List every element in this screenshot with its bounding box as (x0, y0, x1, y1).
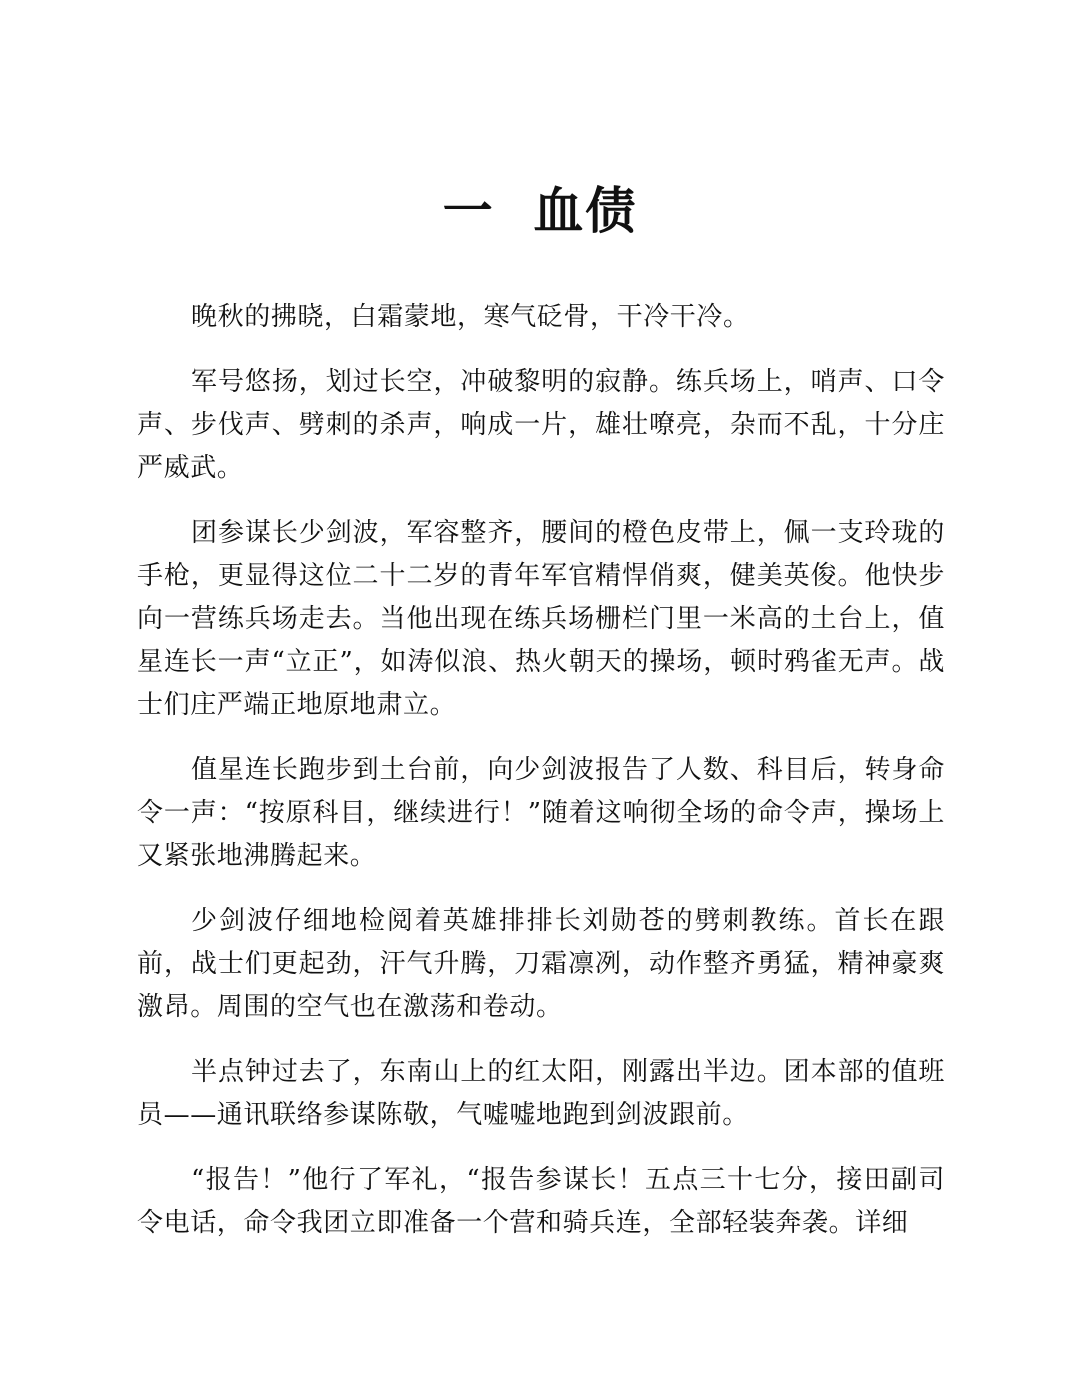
paragraph: “报告！”他行了军礼，“报告参谋长！五点三十七分，接田副司令电话，命令我团立即准备一个营和骑兵连，全部轻装奔袭。详细 (137, 1165, 945, 1238)
paragraph: 值星连长跑步到土台前，向少剑波报告了人数、科目后，转身命令一声：“按原科目，继续进行！”随着这响彻全场的命令声，操场上又紧张地沸腾起来。 (137, 755, 945, 871)
paragraph: 半点钟过去了，东南山上的红太阳，刚露出半边。团本部的值班员——通讯联络参谋陈敬，气嘘嘘地跑到剑波跟前。 (137, 1057, 945, 1130)
paragraph: 晚秋的拂晓，白霜蒙地，寒气砭骨，干冷干冷。 (191, 302, 750, 332)
chapter-body (137, 296, 945, 1267)
paragraph: 军号悠扬，划过长空，冲破黎明的寂静。练兵场上，哨声、口令声、步伐声、劈刺的杀声，响成一片，雄壮嘹亮，杂而不乱，十分庄严威武。 (137, 367, 945, 483)
paragraph: 团参谋长少剑波，军容整齐，腰间的橙色皮带上，佩一支玲珑的手枪，更显得这位二十二岁的青年军官精悍俏爽，健美英俊。他快步向一营练兵场走去。当他出现在练兵场栅栏门里一米高的土台上，值星连长一声“立正”，如涛似浪、热火朝天的操场，顿时鸦雀无声。战士们庄严端正地原地肃立。 (137, 518, 945, 720)
paragraph: 少剑波仔细地检阅着英雄排排长刘勋苍的劈刺教练。首长在跟前，战士们更起劲，汗气升腾，刀霜凛冽，动作整齐勇猛，精神豪爽激昂。周围的空气也在激荡和卷动。 (137, 906, 945, 1022)
chapter-title: 一 血债 (442, 181, 638, 240)
